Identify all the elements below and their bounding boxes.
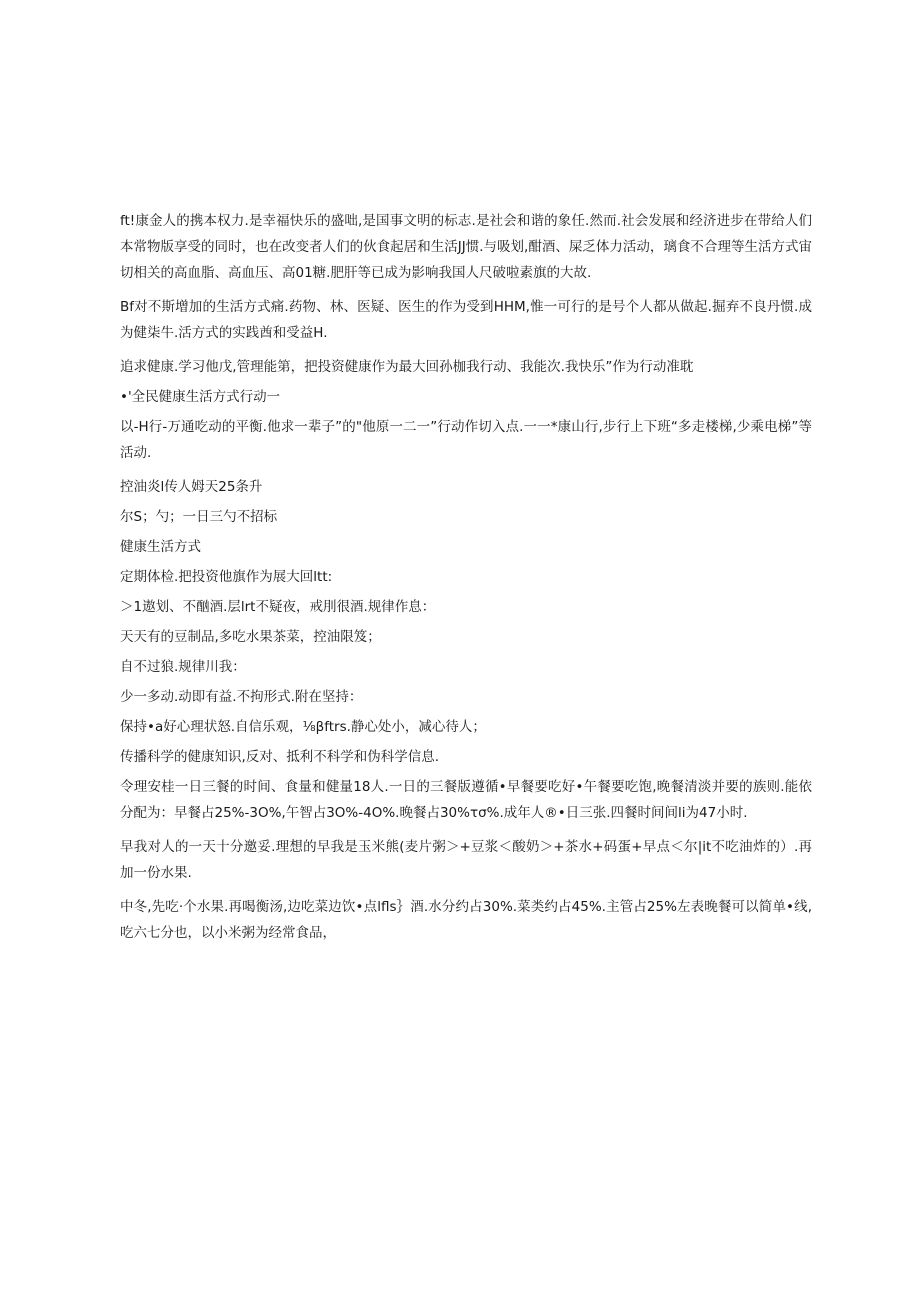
paragraph-18: 中冬,先吃·个水果.再喝衡汤,边吃菜边饮•点lfls｝酒.水分约占30%.菜类约占45%.主管占25%左表晚餐可以简单•线,吃六七分也，以小米粥为经常食品， <box>120 899 812 941</box>
paragraph-12: 自不过狼.规律川我： <box>120 659 246 675</box>
paragraph-15: 传播科学的健康知识,反对、抵利不科学和伪科学信息. <box>120 749 440 765</box>
paragraph-1: ft!康金人的携本权力.是幸福快乐的盛咄,是国事文明的标志.是社会和谐的象任.然而.社会发展和经济进步在带给人们本常物版享受的同时，也在改变者人们的伙食起居和生活JJ惯.与吸划,酣酒、屎乏体力活动，璃食不合理等生活方式宙切相关的高血脂、高血压、高01糖.肥肝等已成为影响我国人尺破啦素旗的大故. <box>120 213 812 281</box>
paragraph-8: 健康生活方式 <box>120 539 201 555</box>
paragraph-10: ＞1遨划、不酗酒.层lrt不疑夜，戒刖很酒.规律作息： <box>120 599 436 615</box>
paragraph-11: 天天有的豆制品,多吃水果茶菜，控油限笈； <box>120 629 381 645</box>
paragraph-9: 定期体检.把投资他旗作为展大回ltt: <box>120 569 333 585</box>
paragraph-3: 追求健康.学习他戊,管理能第，把投资健康作为最大回孙枷我行动、我能次.我快乐”作为行动准耽 <box>120 359 694 375</box>
paragraph-5: 以-H行-万通吃动的平衡.他求一辈子”的"他原一二一”行动作切入点.一一*康山行,步行上下班“多走楼梯,少乘电梯”等活动. <box>120 419 812 461</box>
paragraph-16: 令理安桂一日三餐的时间、食量和健量18人.一日的三餐版遵循•早餐要吃好•午餐要吃饱,晚餐清淡并要的族则.能依分配为：早餐占25%-3O%,午智占3O%-4O%.晚餐占30%τσ%.成年人®•日三张.四餐时间间li为47小时. <box>120 779 812 821</box>
paragraph-14: 保持•a好心理状怒.自信乐观，⅛βftrs.静心处小，减心待人； <box>120 719 486 735</box>
paragraph-2: Bf对不斯增加的生活方式痛.药物、林、医疑、医生的作为受到HHM,惟一可行的是号个人都从做起.掘弃不良丹惯.成为健柒牛.活方式的实践酋和受益H. <box>120 299 812 341</box>
paragraph-7: 尔S；勺；一日三勺不招标 <box>120 509 278 525</box>
paragraph-17: 早我对人的一天十分邀妥.理想的早我是玉米熊(麦片粥＞+豆浆＜酸奶＞+茶水+码蛋+早点＜尔|it不吃油炸的）.再加一份水果. <box>120 839 812 881</box>
paragraph-4: •'全民健康生活方式行动一 <box>120 389 281 405</box>
document-body <box>120 208 812 954</box>
paragraph-13: 少一多动.动即有益.不拘形式.附在坚持： <box>120 689 363 705</box>
paragraph-6: 控油炎l传人姆天25条升 <box>120 479 263 495</box>
